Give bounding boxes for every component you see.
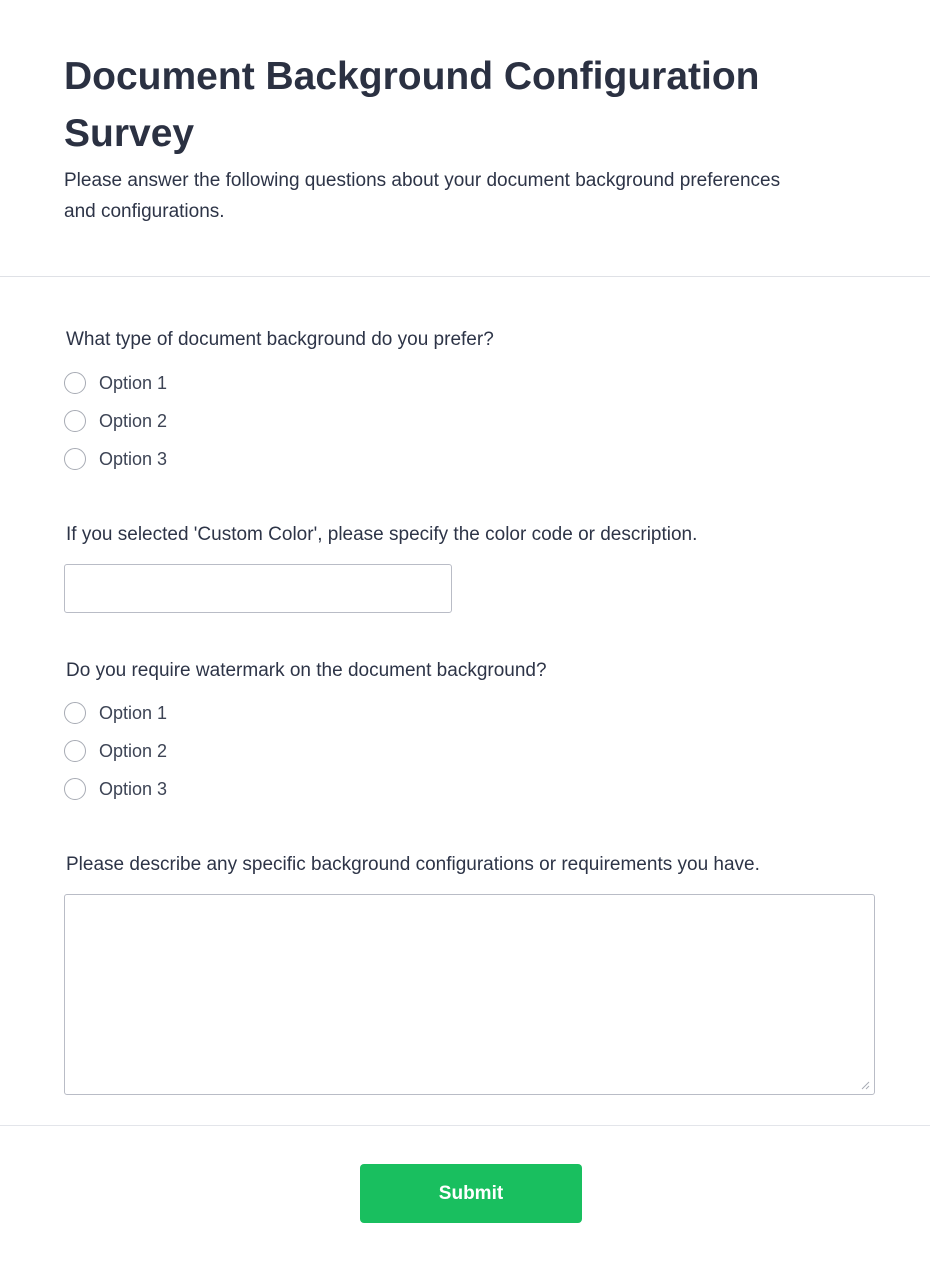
radio-button[interactable]	[64, 448, 86, 470]
radio-button[interactable]	[64, 372, 86, 394]
background-type-option-2[interactable]	[64, 408, 167, 434]
radio-button[interactable]	[64, 702, 86, 724]
radio-button[interactable]	[64, 410, 86, 432]
requirements-textarea[interactable]	[64, 894, 875, 1095]
question-requirements-label: Please describe any specific background configurations or requirements you have.	[66, 854, 760, 875]
watermark-option-2[interactable]	[64, 738, 167, 764]
radio-label: Option 2	[99, 740, 168, 761]
page-subtitle: Please answer the following questions about your document background preferences and configurations.	[64, 170, 781, 222]
radio-button[interactable]	[64, 740, 86, 762]
watermark-option-1[interactable]	[64, 700, 167, 726]
radio-label: Option 3	[99, 778, 168, 799]
radio-label: Option 1	[99, 702, 168, 723]
radio-label: Option 3	[99, 448, 168, 469]
radio-label: Option 1	[99, 372, 168, 393]
submit-button[interactable]: Submit	[360, 1164, 582, 1223]
footer-divider	[0, 1125, 930, 1126]
question-custom-color-label: If you selected 'Custom Color', please specify the color code or description.	[66, 524, 698, 545]
background-type-option-1[interactable]	[64, 370, 167, 396]
background-type-option-3[interactable]	[64, 446, 167, 472]
question-watermark-label: Do you require watermark on the document background?	[66, 660, 547, 681]
custom-color-input[interactable]	[64, 564, 452, 613]
radio-label: Option 2	[99, 410, 168, 431]
watermark-option-3[interactable]	[64, 776, 167, 802]
radio-button[interactable]	[64, 778, 86, 800]
question-background-type-label: What type of document background do you prefer?	[66, 329, 494, 350]
survey-header	[0, 0, 930, 277]
page-title: Document Background Configuration Survey	[64, 55, 760, 155]
resize-handle-icon[interactable]	[860, 1080, 870, 1090]
